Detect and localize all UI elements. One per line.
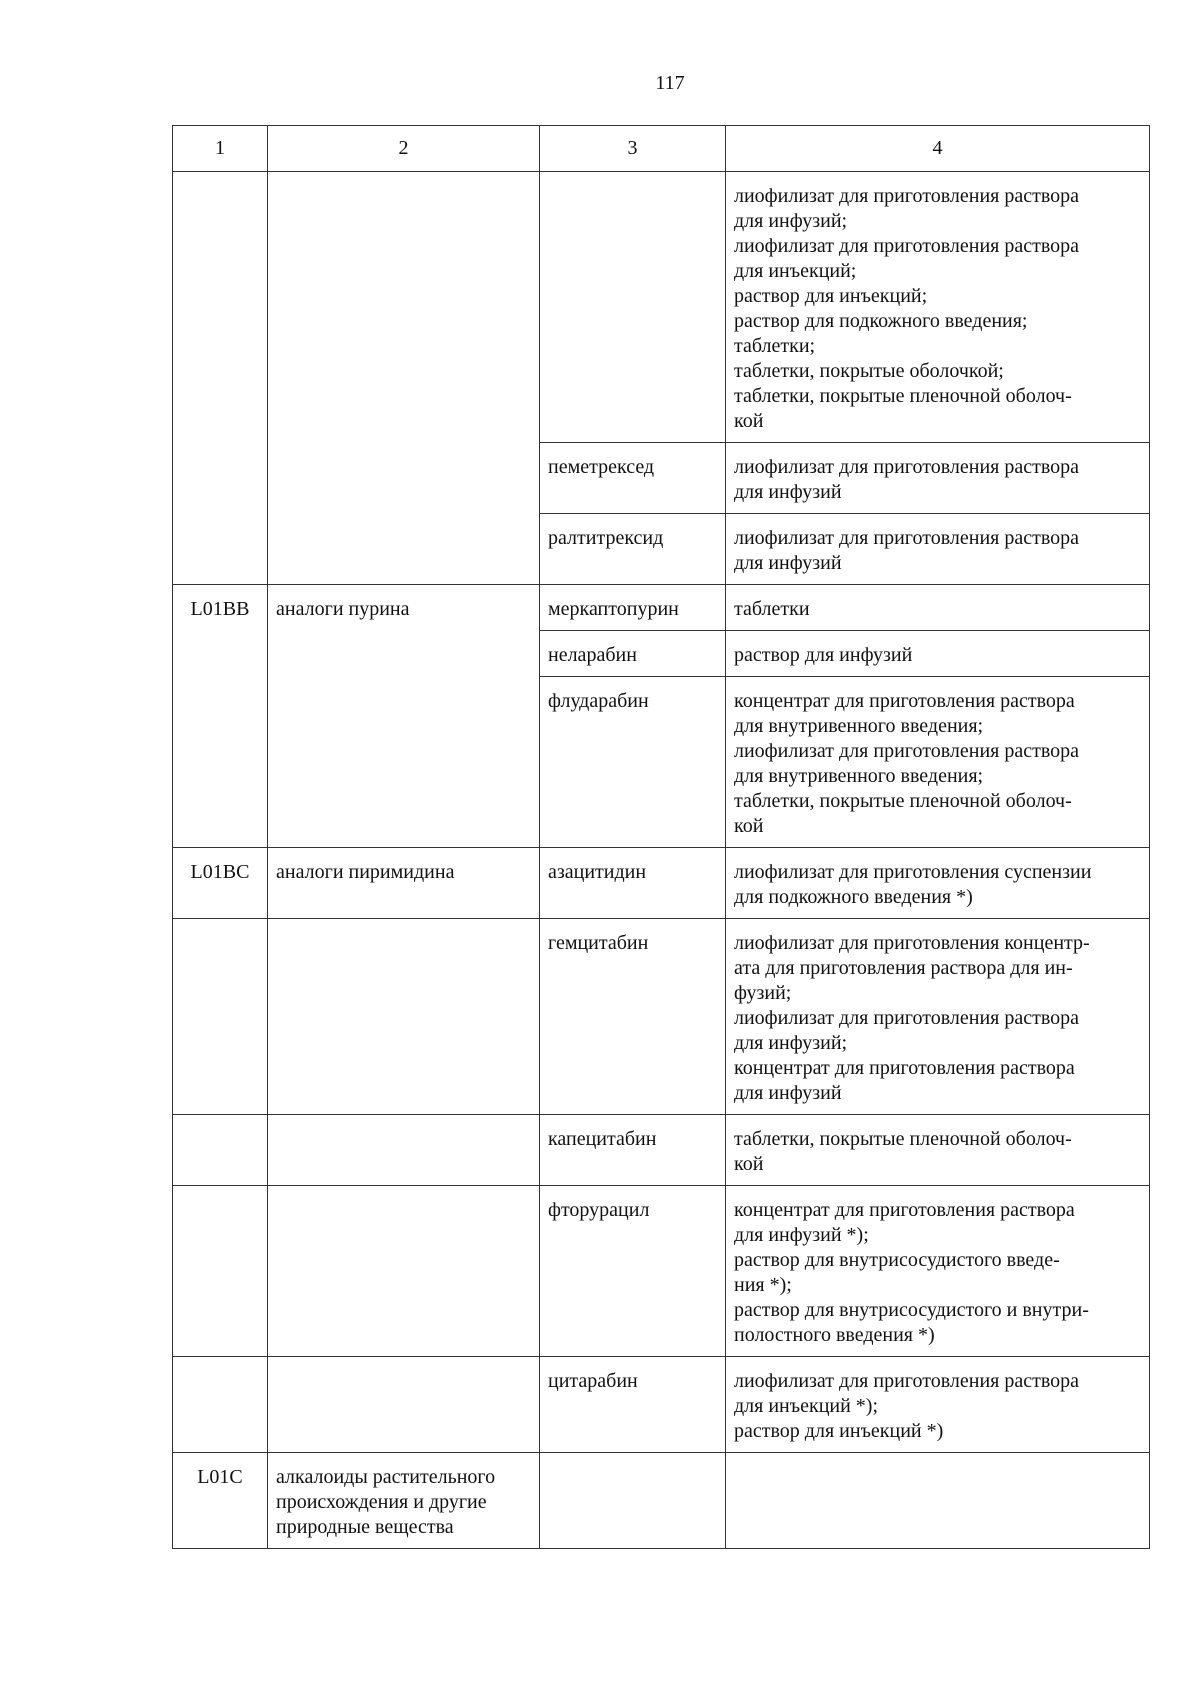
dosage-form-line: для инъекций; xyxy=(734,260,857,282)
dosage-form-line: ата для приготовления раствора для ин- xyxy=(734,957,1073,979)
dosage-form-line: для инфузий; xyxy=(734,1032,848,1054)
dosage-form-line: фузий; xyxy=(734,982,792,1004)
group-name-cell xyxy=(268,1115,540,1186)
dosage-form-line: лиофилизат для приготовления суспензии xyxy=(734,861,1092,883)
dosage-form-line: лиофилизат для приготовления раствора xyxy=(734,235,1080,257)
dosage-form-line: лиофилизат для приготовления раствора xyxy=(734,456,1080,478)
dosage-forms-cell xyxy=(726,1115,1150,1186)
dosage-form-line: для внутривенного введения; xyxy=(734,715,984,737)
table-row xyxy=(173,1357,1150,1453)
dosage-form-line: для инъекций *); xyxy=(734,1395,879,1417)
dosage-form-line: таблетки, покрытые оболочкой; xyxy=(734,360,1004,382)
dosage-form-line: таблетки xyxy=(734,598,810,620)
dosage-form-line: для инфузий xyxy=(734,552,842,574)
atc-code-cell xyxy=(173,1186,268,1357)
header-cell-4: 4 xyxy=(726,126,1150,172)
group-name-cell xyxy=(268,172,540,585)
drug-name-cell xyxy=(540,1453,726,1549)
table-row xyxy=(173,585,1150,631)
table-row xyxy=(173,919,1150,1115)
dosage-form-line: таблетки; xyxy=(734,335,816,357)
drug-name-cell: гемцитабин xyxy=(540,919,726,1115)
dosage-form-line: ния *); xyxy=(734,1274,792,1296)
drug-table xyxy=(172,125,1150,1549)
dosage-form-line: таблетки, покрытые пленочной оболоч- xyxy=(734,385,1072,407)
header-cell-2: 2 xyxy=(268,126,540,172)
dosage-form-line: для инфузий; xyxy=(734,210,848,232)
page-number: 117 xyxy=(655,72,685,94)
dosage-form-line: таблетки, покрытые пленочной оболоч- xyxy=(734,790,1072,812)
table-row xyxy=(173,1186,1150,1357)
atc-code-cell xyxy=(173,172,268,585)
dosage-form-line: лиофилизат для приготовления раствора xyxy=(734,1007,1080,1029)
drug-name-cell: пеметрексед xyxy=(540,443,726,514)
dosage-form-line: раствор для внутрисосудистого введе- xyxy=(734,1249,1060,1271)
group-name-cell xyxy=(268,1357,540,1453)
atc-code-cell: L01BB xyxy=(173,585,268,848)
dosage-form-line: для внутривенного введения; xyxy=(734,765,984,787)
header-cell-1: 1 xyxy=(173,126,268,172)
group-name-cell xyxy=(268,1186,540,1357)
dosage-forms-cell xyxy=(726,172,1150,443)
dosage-form-line: лиофилизат для приготовления раствора xyxy=(734,740,1080,762)
dosage-forms-cell xyxy=(726,1186,1150,1357)
dosage-form-line: лиофилизат для приготовления концентр- xyxy=(734,932,1090,954)
atc-code-cell: L01C xyxy=(173,1453,268,1549)
drug-name-cell: капецитабин xyxy=(540,1115,726,1186)
dosage-form-line: раствор для подкожного введения; xyxy=(734,310,1028,332)
header-row xyxy=(173,126,1150,172)
drug-name-cell: ралтитрексид xyxy=(540,514,726,585)
dosage-forms-cell xyxy=(726,677,1150,848)
dosage-form-line: кой xyxy=(734,1153,764,1175)
group-name-cell: аналоги пиримидина xyxy=(268,848,540,919)
dosage-forms-cell xyxy=(726,919,1150,1115)
dosage-form-line: лиофилизат для приготовления раствора xyxy=(734,185,1080,207)
dosage-form-line: таблетки, покрытые пленочной оболоч- xyxy=(734,1128,1072,1150)
dosage-form-line: раствор для инъекций *) xyxy=(734,1420,944,1442)
table-row xyxy=(173,172,1150,443)
dosage-form-line: раствор для инфузий xyxy=(734,644,913,666)
drug-name-cell: флударабин xyxy=(540,677,726,848)
drug-name-cell: цитарабин xyxy=(540,1357,726,1453)
dosage-form-line: раствор для инъекций; xyxy=(734,285,928,307)
dosage-forms-cell xyxy=(726,1357,1150,1453)
table-row xyxy=(173,848,1150,919)
dosage-form-line: кой xyxy=(734,815,764,837)
dosage-form-line: лиофилизат для приготовления раствора xyxy=(734,1370,1080,1392)
dosage-form-line: полостного введения *) xyxy=(734,1324,935,1346)
header-cell-3: 3 xyxy=(540,126,726,172)
dosage-forms-cell xyxy=(726,443,1150,514)
atc-code-cell: L01BC xyxy=(173,848,268,919)
dosage-form-line: раствор для внутрисосудистого и внутри- xyxy=(734,1299,1089,1321)
atc-code-cell xyxy=(173,919,268,1115)
dosage-form-line: для инфузий xyxy=(734,481,842,503)
dosage-form-line: лиофилизат для приготовления раствора xyxy=(734,527,1080,549)
atc-code-cell xyxy=(173,1357,268,1453)
drug-name-cell: азацитидин xyxy=(540,848,726,919)
drug-name-cell: меркаптопурин xyxy=(540,585,726,631)
dosage-form-line: для инфузий xyxy=(734,1082,842,1104)
dosage-form-line: концентрат для приготовления раствора xyxy=(734,1057,1075,1079)
dosage-form-line: концентрат для приготовления раствора xyxy=(734,1199,1075,1221)
dosage-forms-cell xyxy=(726,1453,1150,1549)
dosage-form-line: концентрат для приготовления раствора xyxy=(734,690,1075,712)
table-row xyxy=(173,1453,1150,1549)
group-name-cell: алкалоиды растительного происхождения и другие природные вещества xyxy=(268,1453,540,1549)
dosage-form-line: кой xyxy=(734,410,764,432)
dosage-forms-cell xyxy=(726,631,1150,677)
dosage-form-line: для подкожного введения *) xyxy=(734,886,973,908)
drug-name-cell xyxy=(540,172,726,443)
dosage-forms-cell xyxy=(726,585,1150,631)
group-name-cell xyxy=(268,919,540,1115)
dosage-form-line: для инфузий *); xyxy=(734,1224,869,1246)
drug-name-cell: фторурацил xyxy=(540,1186,726,1357)
dosage-forms-cell xyxy=(726,514,1150,585)
drug-name-cell: неларабин xyxy=(540,631,726,677)
dosage-forms-cell xyxy=(726,848,1150,919)
group-name-cell: аналоги пурина xyxy=(268,585,540,848)
atc-code-cell xyxy=(173,1115,268,1186)
table-row xyxy=(173,1115,1150,1186)
